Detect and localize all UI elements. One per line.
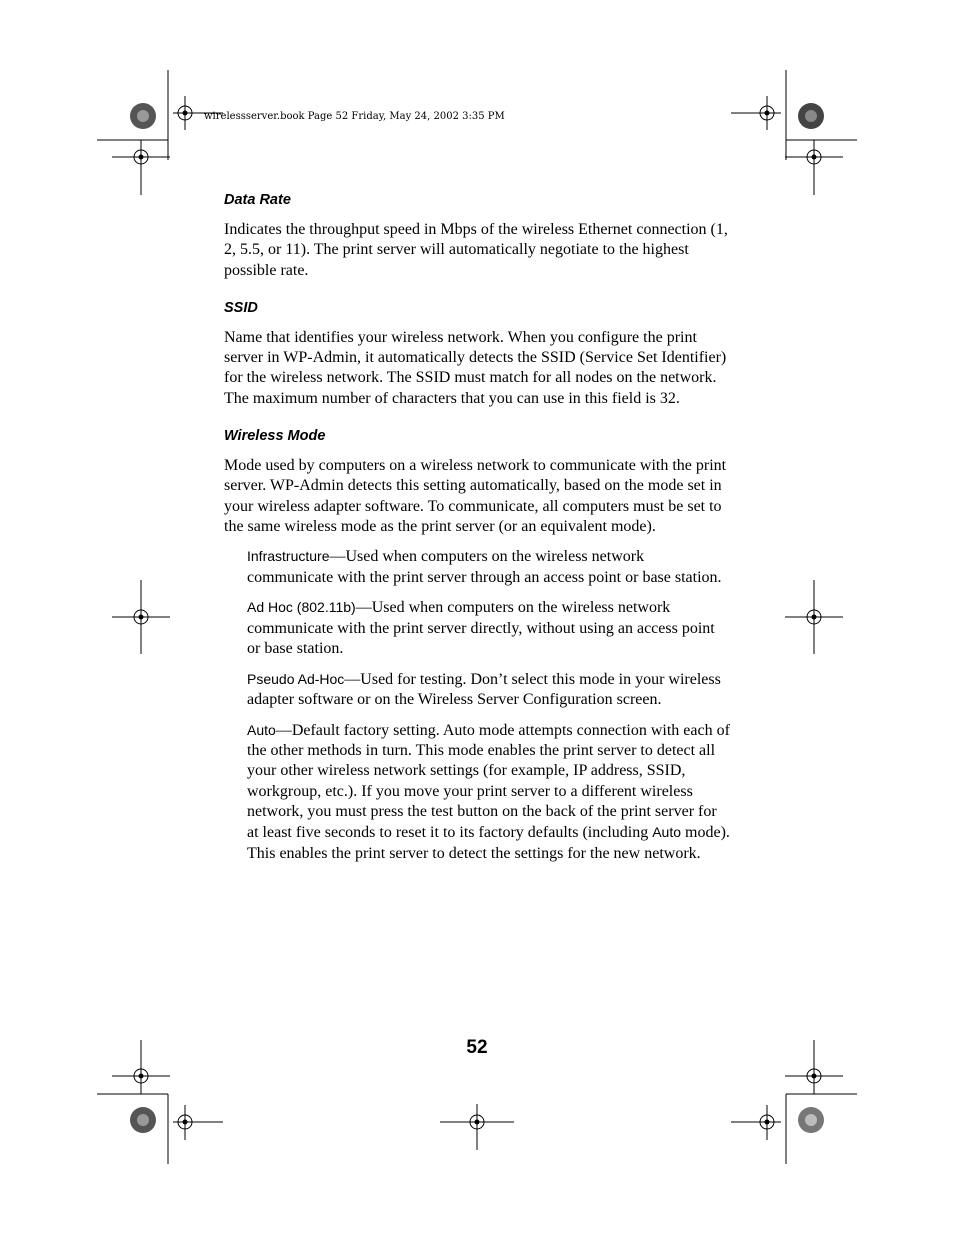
page-number: 52 <box>466 1037 488 1058</box>
mode-description: —Used when computers on the wireless network communicate with the print server directly, without using an access point or base station. <box>247 599 715 657</box>
mode-description-continued: mode). This enables the print server to detect the settings for the new network. <box>247 824 730 862</box>
mode-item-pseudo-ad-hoc <box>247 669 730 711</box>
mode-description: —Used for testing. Don’t select this mode in your wireless adapter software or on the Wireless Server Configuration screen. <box>247 670 721 709</box>
heading-ssid: SSID <box>224 299 258 316</box>
paragraph-ssid: Name that identifies your wireless network. When you configure the print server in WP-Admin, it automatically detects the SSID (Service Set Identifier) for the wireless network. The SSID must match for all nodes on the network. The maximum number of characters that you can use in this field is 32. <box>224 328 727 407</box>
mode-item-auto <box>247 720 730 864</box>
mode-term-inline: Auto <box>652 824 682 841</box>
heading-wireless-mode: Wireless Mode <box>224 428 326 445</box>
mode-term: Auto <box>247 721 276 738</box>
body-content <box>224 190 730 873</box>
mode-description: —Default factory setting. Auto mode attempts connection with each of the other methods in turn. This mode enables the print server to detect all your other wireless network settings (for example, IP address, SSID, workgroup, etc.). If you move your print server to a different wireless network, you must press the test button on the back of the print server for at least five seconds to reset it to its factory defaults (including <box>247 721 730 842</box>
mode-description: —Used when computers on the wireless network communicate with the print server through an access point or base station. <box>247 548 722 586</box>
paragraph-data-rate: Indicates the throughput speed in Mbps of the wireless Ethernet connection (1, 2, 5.5, or 11). The print server will automatically negotiate to the highest possible rate. <box>224 221 728 279</box>
mode-item-ad-hoc <box>247 597 730 659</box>
heading-data-rate: Data Rate <box>224 192 291 208</box>
mode-term: Ad Hoc (802.11b) <box>247 599 356 616</box>
paragraph-wireless-mode: Mode used by computers on a wireless network to communicate with the print server. WP-Admin detects this setting automatically, based on the mode set in your wireless adapter software. To communicate, all computers must be set to the same wireless mode as the print server (or an equivalent mode). <box>224 457 727 535</box>
print-slug: wirelessserver.book Page 52 Friday, May 24, 2002 3:35 PM <box>204 111 505 122</box>
mode-term: Infrastructure <box>247 548 330 565</box>
mode-term: Pseudo Ad-Hoc <box>247 670 345 687</box>
mode-item-infrastructure <box>247 546 730 588</box>
